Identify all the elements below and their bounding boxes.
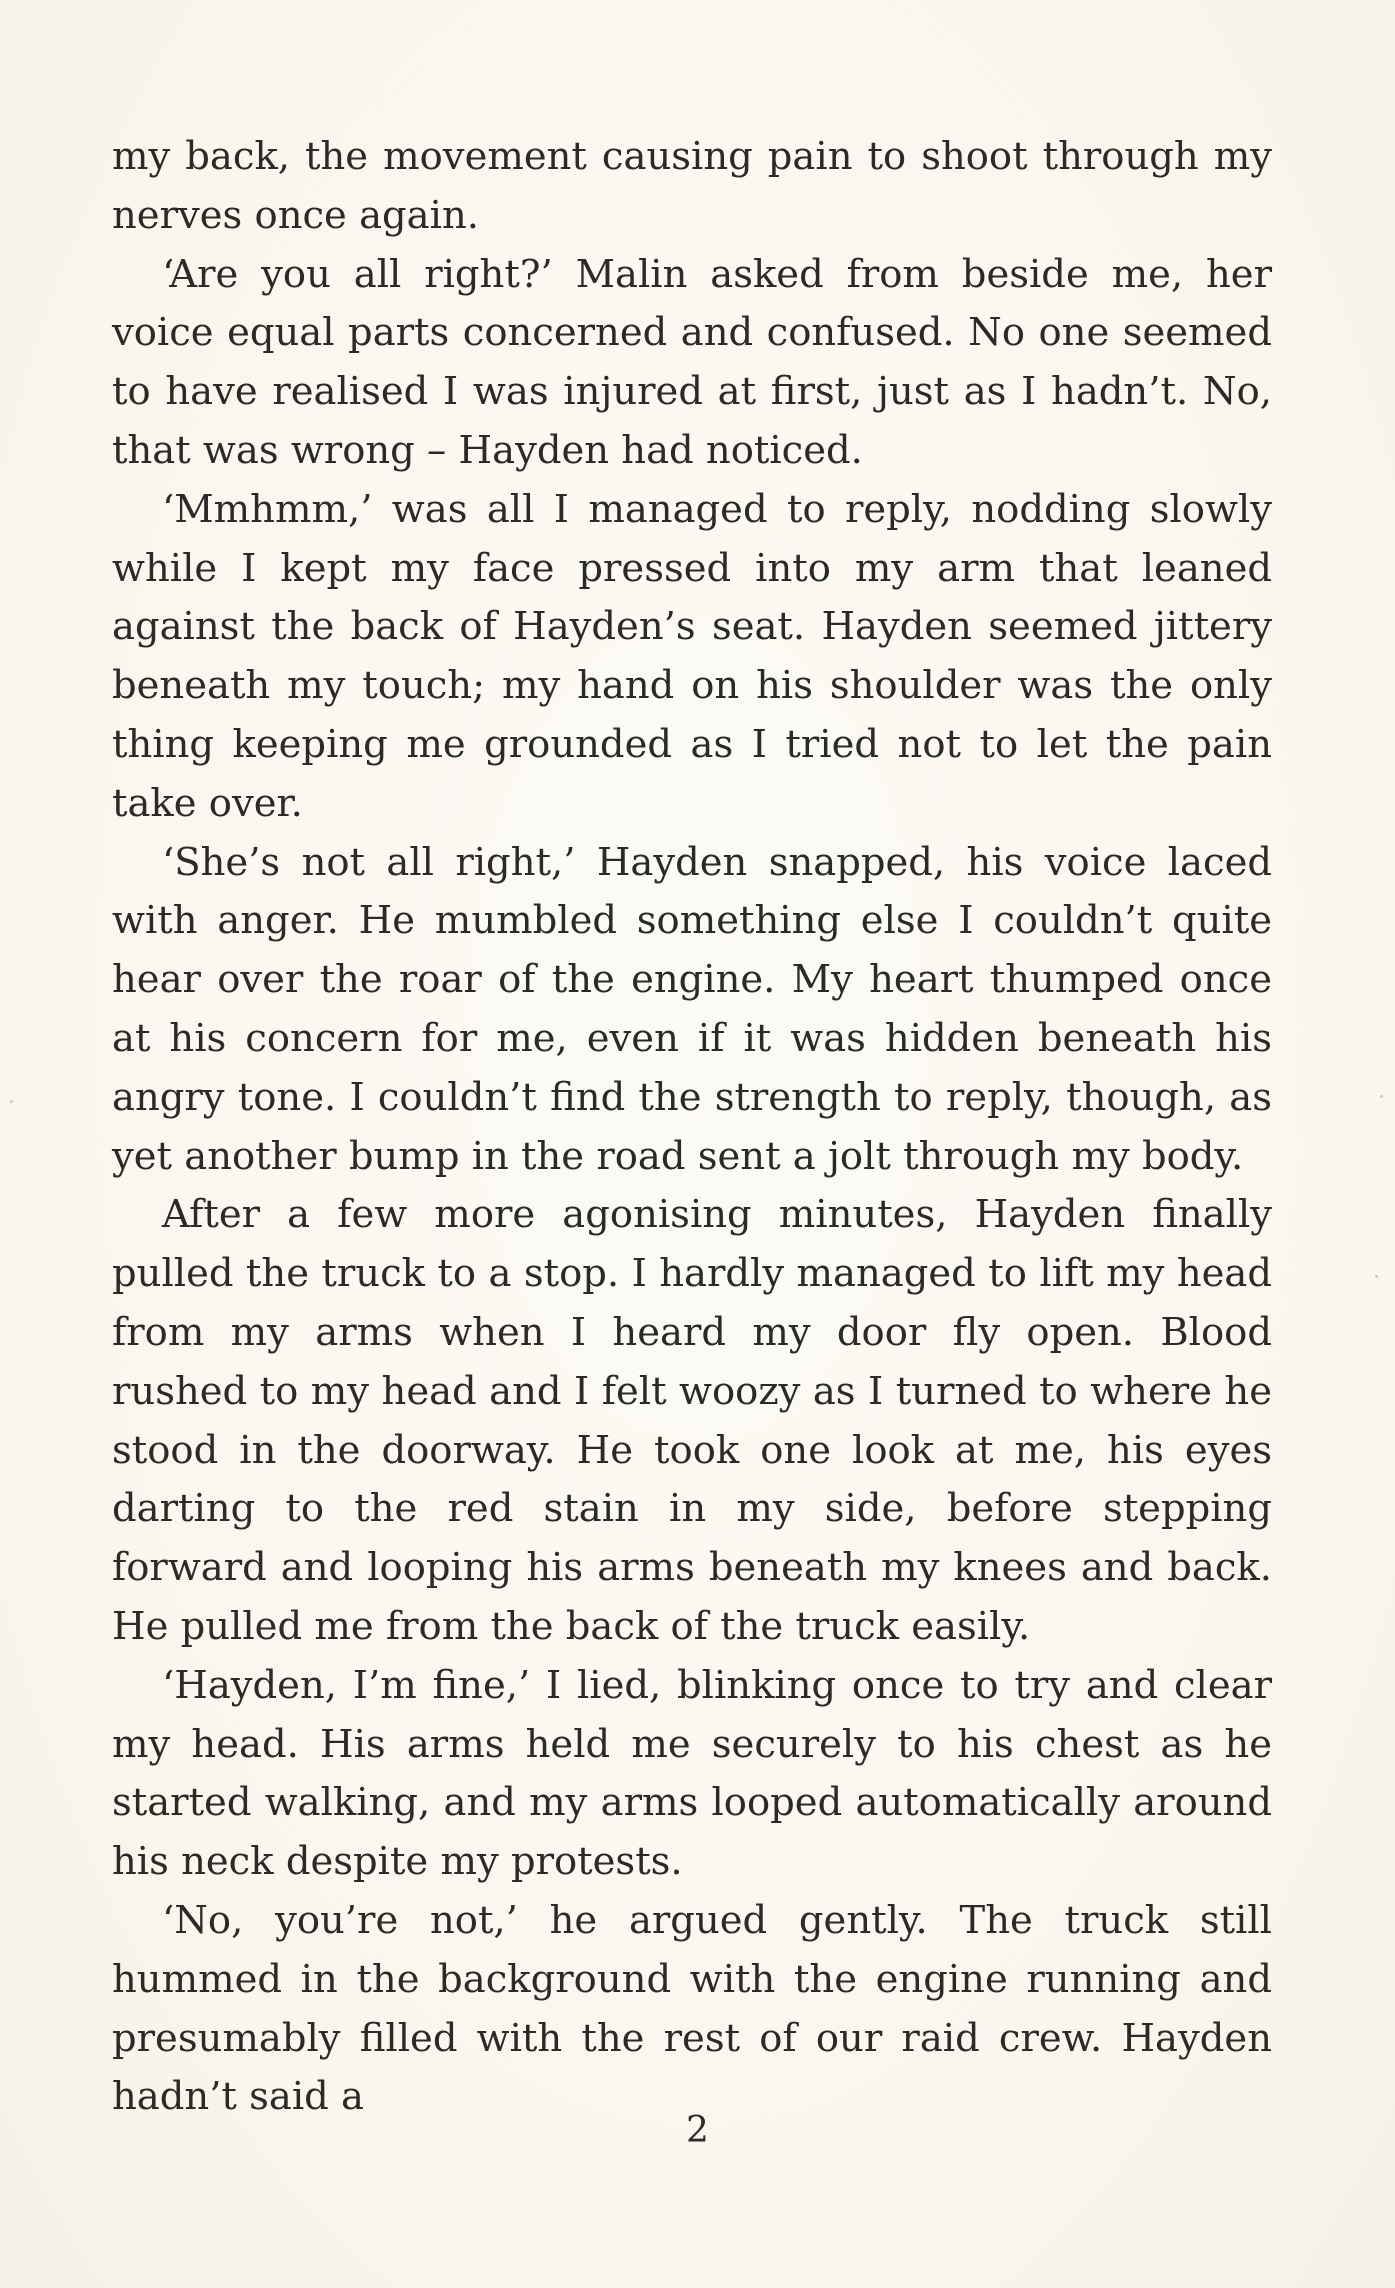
paragraph-1: my back, the movement causing pain to shoot through my nerves once again. <box>112 134 1272 238</box>
paragraph-2: ‘Are you all right?’ Malin asked from beside me, her voice equal parts concerned and confused. No one seemed to have realised I was injured at first, just as I hadn’t. No, that was wrong – Hayden had noticed. <box>112 251 1272 473</box>
paragraph-4: ‘She’s not all right,’ Hayden snapped, his voice laced with anger. He mumbled something else I couldn’t quite hear over the roar of the engine. My heart thumped once at his concern for me, even if it was hidden beneath his angry tone. I couldn’t find the strength to reply, though, as yet another bump in the road sent a jolt through my body. <box>112 839 1272 1179</box>
page-number: 2 <box>686 2110 709 2151</box>
paragraph-5: After a few more agonising minutes, Hayden finally pulled the truck to a stop. I hardly managed to lift my head from my arms when I heard my door fly open. Blood rushed to my head and I felt woozy as I turned to where he stood in the doorway. He took one look at me, his eyes darting to the red stain in my side, before stepping forward and looping his arms beneath my knees and back. He pulled me from the back of the truck easily. <box>112 1192 1272 1649</box>
body-text <box>112 128 1272 2127</box>
paper-speck <box>1380 1095 1383 1098</box>
paragraph-3: ‘Mmhmm,’ was all I managed to reply, nodding slowly while I kept my face pressed into my arm that leaned against the back of Hayden’s seat. Hayden seemed jittery beneath my touch; my hand on his shoulder was the only thing keeping me grounded as I tried not to let the pain take over. <box>112 486 1272 826</box>
paper-speck <box>1375 1275 1378 1278</box>
paragraph-6: ‘Hayden, I’m fine,’ I lied, blinking once to try and clear my head. His arms held me securely to his chest as he started walking, and my arms looped automatically around his neck despite my protests. <box>112 1662 1272 1885</box>
paper-speck <box>10 1100 13 1103</box>
paragraph-7: ‘No, you’re not,’ he argued gently. The truck still hummed in the background with the engine running and presumably filled with the rest of our raid crew. Hayden hadn’t said a <box>112 1897 1272 2120</box>
